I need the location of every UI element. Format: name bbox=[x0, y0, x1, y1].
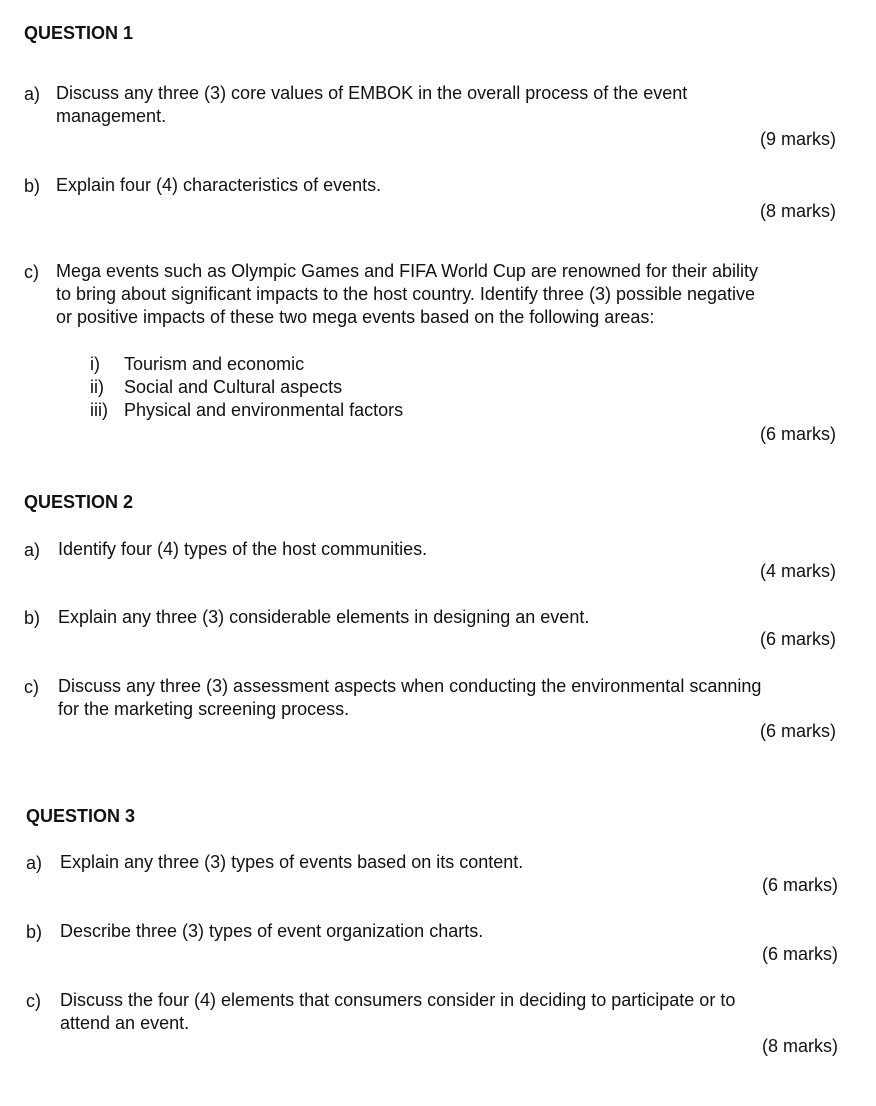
q2-c-line-1: Discuss any three (3) assessment aspects when conducting the environmental scanning bbox=[58, 676, 762, 696]
q1-a-marks: (9 marks) bbox=[760, 129, 836, 149]
q3-a-label: a) bbox=[26, 853, 43, 873]
q1-c-sub-i-text: Tourism and economic bbox=[124, 354, 305, 374]
question-3-title: QUESTION 3 bbox=[26, 806, 136, 826]
q1-c-label: c) bbox=[24, 262, 39, 282]
q1-b-marks: (8 marks) bbox=[760, 201, 836, 221]
q1-b-label: b) bbox=[24, 176, 41, 196]
q1-b-line-1: Explain four (4) characteristics of events. bbox=[56, 175, 382, 195]
q2-a-line-1: Identify four (4) types of the host communities. bbox=[58, 539, 428, 559]
q3-b-label: b) bbox=[26, 922, 43, 942]
q3-a-marks: (6 marks) bbox=[762, 875, 838, 895]
q2-c-label: c) bbox=[24, 677, 39, 697]
q2-c-marks: (6 marks) bbox=[760, 721, 836, 741]
q3-c-line-2: attend an event. bbox=[60, 1013, 190, 1033]
q1-c-sub-i-label: i) bbox=[90, 354, 100, 374]
q1-c-sub-ii-label: ii) bbox=[90, 377, 104, 397]
q1-c-sub-ii-text: Social and Cultural aspects bbox=[124, 377, 343, 397]
q1-c-line-3: or positive impacts of these two mega events based on the following areas: bbox=[56, 307, 655, 327]
q3-b-line-1: Describe three (3) types of event organization charts. bbox=[60, 921, 484, 941]
q1-a-line-2: management. bbox=[56, 106, 167, 126]
q3-a-line-1: Explain any three (3) types of events based on its content. bbox=[60, 852, 524, 872]
q2-a-label: a) bbox=[24, 540, 41, 560]
q2-a-marks: (4 marks) bbox=[760, 561, 836, 581]
q1-a-line-1: Discuss any three (3) core values of EMBOK in the overall process of the event bbox=[56, 83, 688, 103]
question-1-title: QUESTION 1 bbox=[24, 23, 134, 43]
q1-a-label: a) bbox=[24, 84, 41, 104]
q3-c-line-1: Discuss the four (4) elements that consumers consider in deciding to participate or to bbox=[60, 990, 736, 1010]
q2-b-line-1: Explain any three (3) considerable elements in designing an event. bbox=[58, 607, 590, 627]
q1-c-sub-iii-text: Physical and environmental factors bbox=[124, 400, 404, 420]
q3-b-marks: (6 marks) bbox=[762, 944, 838, 964]
q2-b-label: b) bbox=[24, 608, 41, 628]
q2-b-marks: (6 marks) bbox=[760, 629, 836, 649]
q3-c-marks: (8 marks) bbox=[762, 1036, 838, 1056]
q2-c-line-2: for the marketing screening process. bbox=[58, 699, 350, 719]
question-2-title: QUESTION 2 bbox=[24, 492, 134, 512]
q1-c-line-1: Mega events such as Olympic Games and FIFA World Cup are renowned for their ability bbox=[56, 261, 758, 281]
q1-c-marks: (6 marks) bbox=[760, 424, 836, 444]
q1-c-sub-iii-label: iii) bbox=[90, 400, 108, 420]
q3-c-label: c) bbox=[26, 991, 41, 1011]
q1-c-line-2: to bring about significant impacts to the host country. Identify three (3) possible negative bbox=[56, 284, 756, 304]
